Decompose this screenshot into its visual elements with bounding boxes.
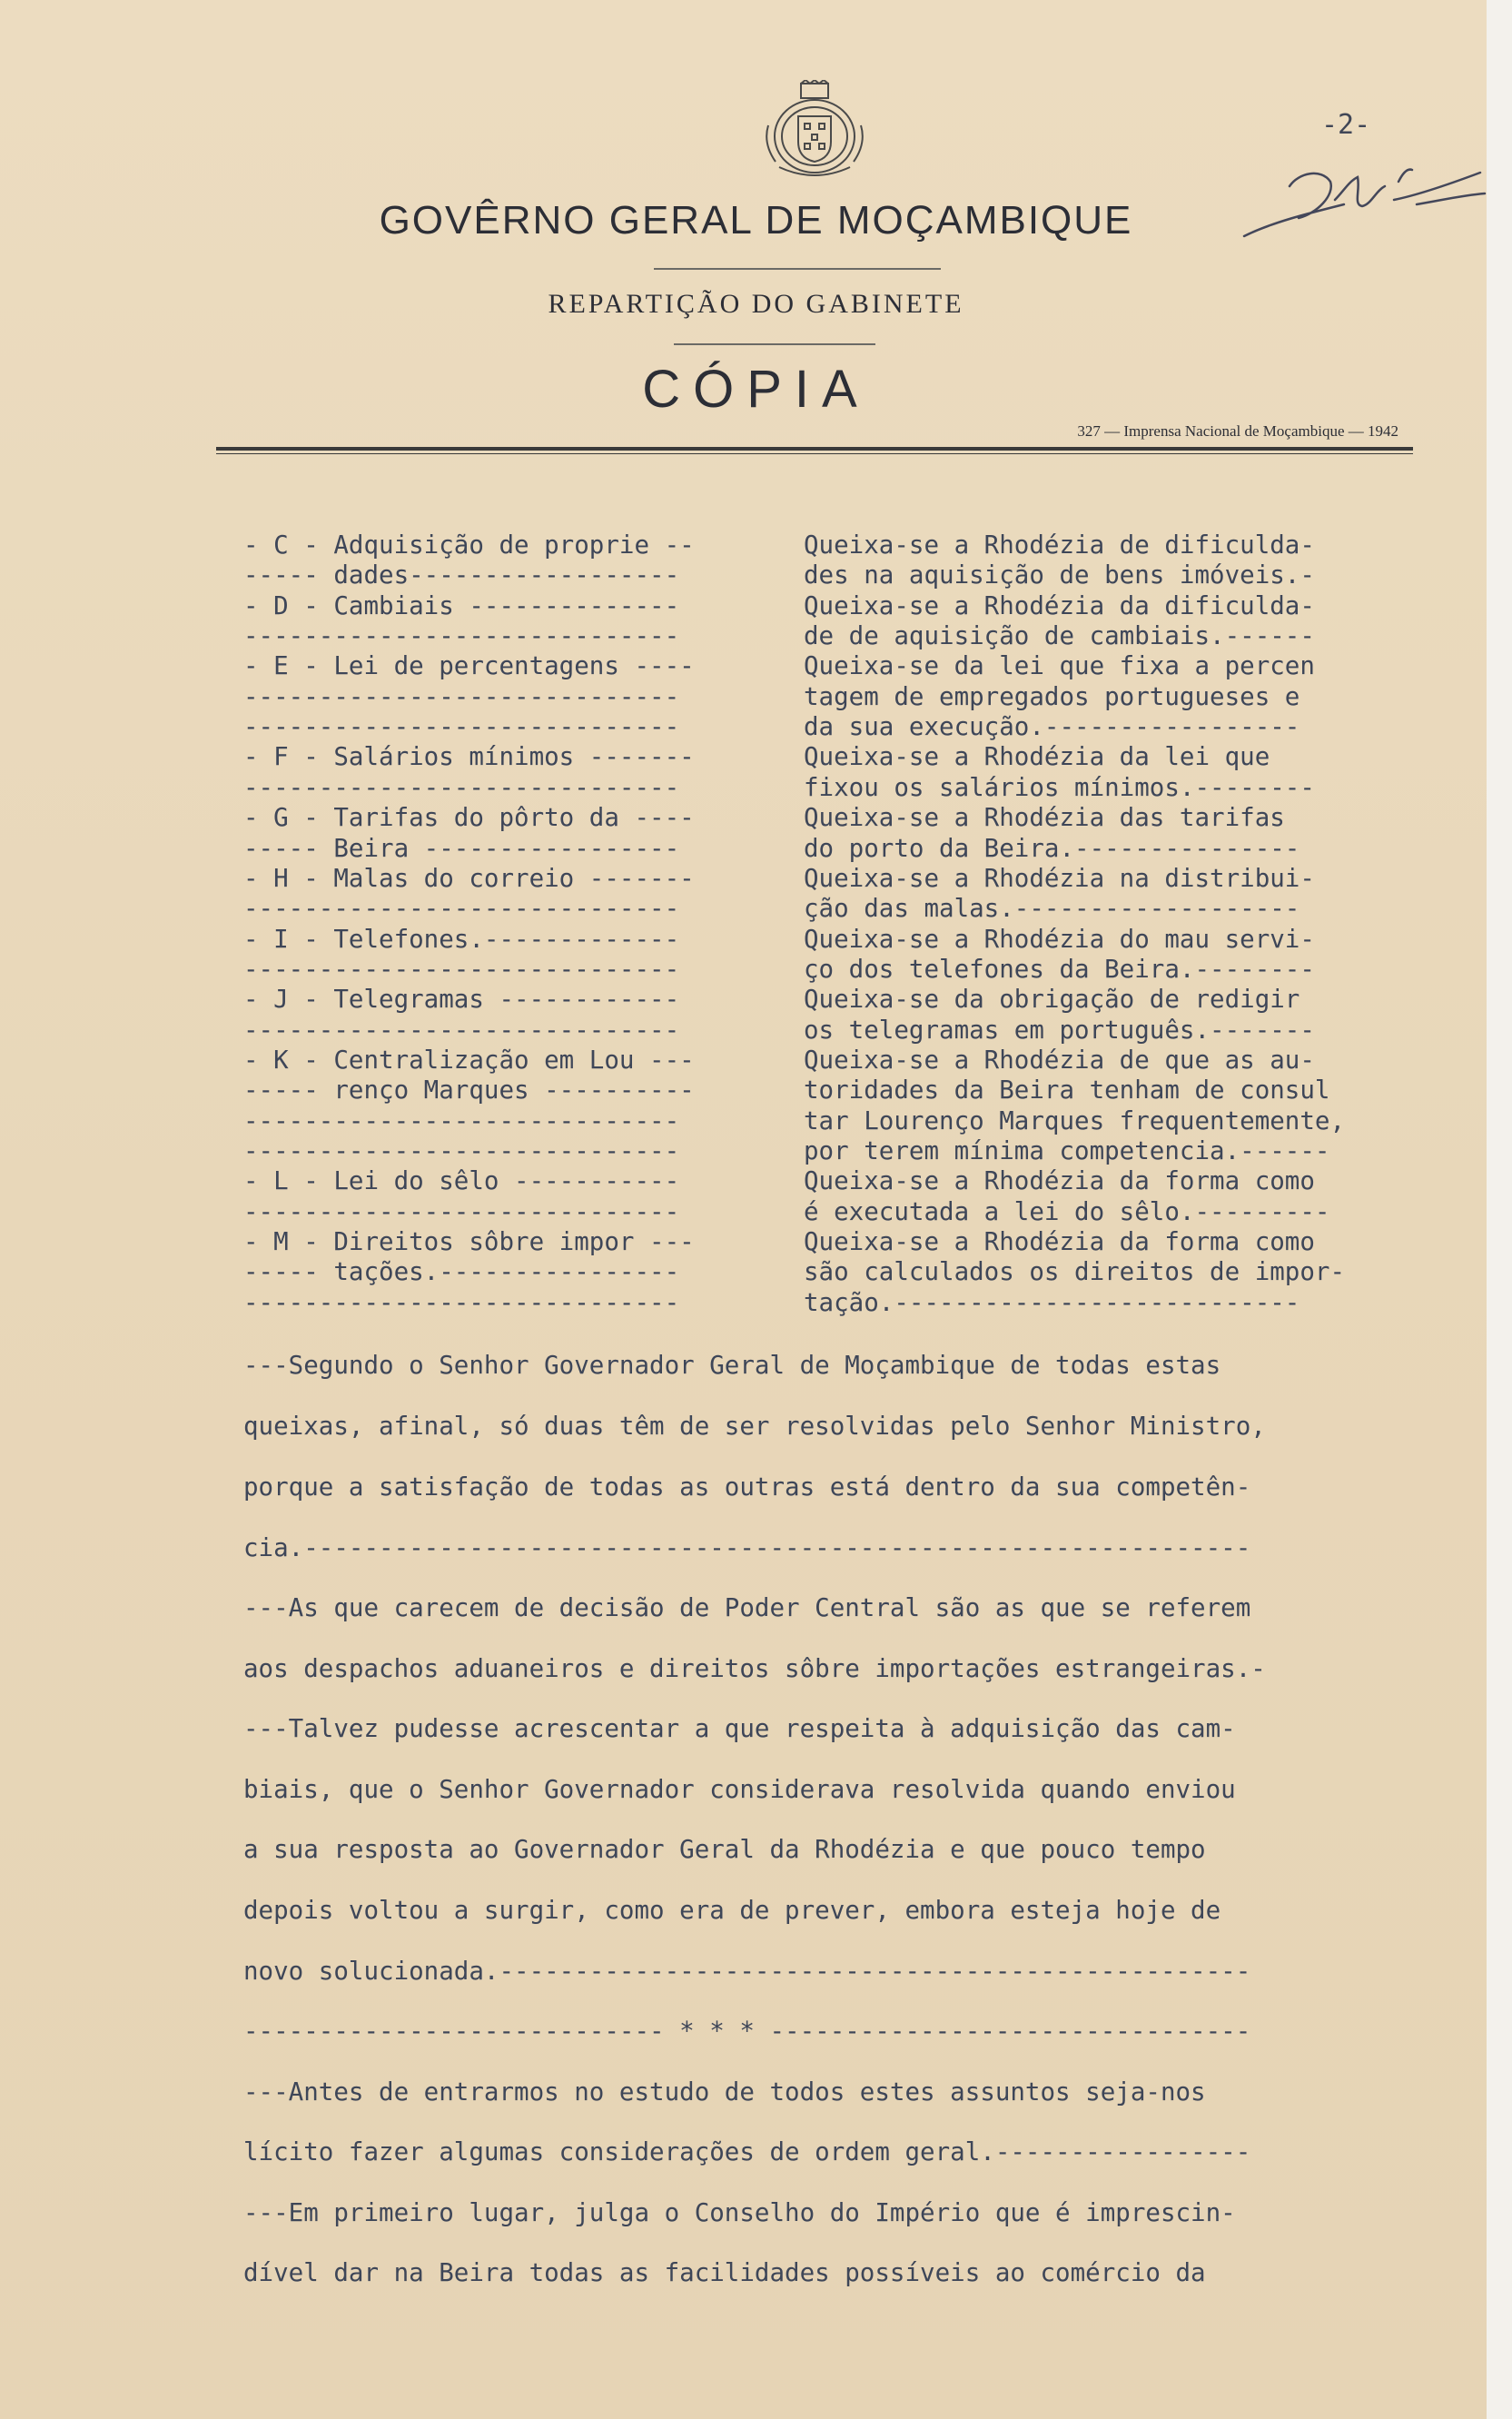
list-left-line: ----------------------------- xyxy=(243,772,680,802)
list-right-line: Queixa-se a Rhodézia de dificulda- xyxy=(804,530,1315,560)
list-right-line: do porto da Beira.--------------- xyxy=(804,833,1300,863)
body-line: ---Segundo o Senhor Governador Geral de Moçambique de todas estas xyxy=(243,1351,1221,1380)
list-right-line: tação.--------------------------- xyxy=(804,1287,1300,1317)
list-right-line: Queixa-se da obrigação de redigir xyxy=(804,985,1300,1015)
list-right-line: des na aquisição de bens imóveis.- xyxy=(804,560,1315,590)
list-right-line: Queixa-se a Rhodézia da forma como xyxy=(804,1227,1315,1257)
list-left-line: - G - Tarifas do pôrto da ---- xyxy=(243,803,695,833)
printer-imprint: 327 — Imprensa Nacional de Moçambique — 1942 xyxy=(1077,422,1398,440)
list-right-line: ço dos telefones da Beira.-------- xyxy=(804,954,1315,984)
list-left-line: ----------------------------- xyxy=(243,954,680,984)
list-right-line: é executada a lei do sêlo.--------- xyxy=(804,1196,1330,1226)
body-line: queixas, afinal, só duas têm de ser resolvidas pelo Senhor Ministro, xyxy=(243,1412,1266,1441)
body-line: a sua resposta ao Governador Geral da Rhodézia e que pouco tempo xyxy=(243,1835,1206,1864)
list-left-line: ----------------------------- xyxy=(243,1136,680,1165)
list-left-line: ----- tações.---------------- xyxy=(243,1257,680,1287)
list-left-line: ----- Beira ----------------- xyxy=(243,833,680,863)
department-rule xyxy=(674,343,875,345)
list-left-line: - J - Telegramas ------------ xyxy=(243,985,680,1015)
list-right-line: Queixa-se da lei que fixa a percen xyxy=(804,651,1315,681)
list-left-line: - L - Lei do sêlo ----------- xyxy=(243,1166,680,1196)
list-left-line: - H - Malas do correio ------- xyxy=(243,863,695,893)
list-right-line: tagem de empregados portugueses e xyxy=(804,681,1300,711)
list-left-line: ----------------------------- xyxy=(243,1105,680,1135)
list-right-line: ção das malas.------------------- xyxy=(804,894,1300,924)
list-left-line: ----------------------------- xyxy=(243,681,680,711)
body-line: ---As que carecem de decisão de Poder Central são as que se referem xyxy=(243,1593,1251,1622)
list-left-line: - C - Adquisição de proprie -- xyxy=(243,530,695,560)
body-line: dível dar na Beira todas as facilidades possíveis ao comércio da xyxy=(243,2258,1206,2287)
list-left-line: - K - Centralização em Lou --- xyxy=(243,1045,695,1075)
list-left-line: - I - Telefones.------------- xyxy=(243,924,680,954)
body-line: biais, que o Senhor Governador considerava resolvida quando enviou xyxy=(243,1775,1236,1804)
list-right-line: da sua execução.----------------- xyxy=(804,712,1300,742)
body-line: ---Em primeiro lugar, julga o Conselho do Império que é imprescin- xyxy=(243,2198,1236,2227)
body-line: novo solucionada.-------------------------------------------------- xyxy=(243,1957,1251,1986)
list-left-line: ----------------------------- xyxy=(243,712,680,742)
page-number: -2- xyxy=(1321,109,1371,141)
list-left-line: ----------------------------- xyxy=(243,1196,680,1226)
list-left-line: ----------------------------- xyxy=(243,894,680,924)
list-left-line: ----- renço Marques ---------- xyxy=(243,1076,695,1105)
header-rule-thin xyxy=(216,453,1413,454)
list-right-line: são calculados os direitos de impor- xyxy=(804,1257,1346,1287)
list-right-line: Queixa-se a Rhodézia das tarifas xyxy=(804,803,1285,833)
body-line: aos despachos aduaneiros e direitos sôbre importações estrangeiras.- xyxy=(243,1654,1266,1683)
list-right-line: Queixa-se a Rhodézia de que as au- xyxy=(804,1045,1315,1075)
list-left-line: - M - Direitos sôbre impor --- xyxy=(243,1227,695,1257)
body-line: ---Antes de entrarmos no estudo de todos estes assuntos seja-nos xyxy=(243,2077,1206,2107)
list-right-line: os telegramas em português.------- xyxy=(804,1015,1315,1045)
list-left-line: ----------------------------- xyxy=(243,621,680,651)
list-left-line: - E - Lei de percentagens ---- xyxy=(243,651,695,681)
list-right-line: Queixa-se a Rhodézia da lei que xyxy=(804,742,1270,772)
body-line: lícito fazer algumas considerações de ordem geral.----------------- xyxy=(243,2137,1251,2166)
list-right-line: fixou os salários mínimos.-------- xyxy=(804,772,1315,802)
body-line: cia.--------------------------------------------------------------- xyxy=(243,1533,1251,1562)
list-right-line: toridades da Beira tenham de consul xyxy=(804,1076,1330,1105)
list-right-line: Queixa-se a Rhodézia do mau servi- xyxy=(804,924,1315,954)
header-rule-thick xyxy=(216,447,1413,451)
list-left-line: - D - Cambiais -------------- xyxy=(243,590,680,620)
body-line: porque a satisfação de todas as outras está dentro da sua competên- xyxy=(243,1472,1251,1502)
list-left-line: ----- dades------------------ xyxy=(243,560,680,590)
government-heading: GOVÊRNO GERAL DE MOÇAMBIQUE xyxy=(379,198,1133,243)
list-left-line: ----------------------------- xyxy=(243,1287,680,1317)
list-right-line: Queixa-se a Rhodézia da dificulda- xyxy=(804,590,1315,620)
body-line: ---Talvez pudesse acrescentar a que respeita à adquisição das cam- xyxy=(243,1714,1236,1743)
body-line: ---------------------------- * * * -------------------------------- xyxy=(243,2017,1251,2046)
list-left-line: ----------------------------- xyxy=(243,1015,680,1045)
department-heading: REPARTIÇÃO DO GABINETE xyxy=(548,289,964,319)
heading-rule xyxy=(654,268,941,270)
list-right-line: tar Lourenço Marques frequentemente, xyxy=(804,1105,1346,1135)
list-left-line: - F - Salários mínimos ------- xyxy=(243,742,695,772)
coat-of-arms-icon xyxy=(761,80,868,182)
list-right-line: por terem mínima competencia.------ xyxy=(804,1136,1330,1165)
list-right-line: de de aquisição de cambiais.------ xyxy=(804,621,1315,651)
list-right-line: Queixa-se a Rhodézia da forma como xyxy=(804,1166,1315,1196)
document-type: CÓPIA xyxy=(642,360,870,419)
body-line: depois voltou a surgir, como era de prever, embora esteja hoje de xyxy=(243,1896,1221,1925)
list-right-line: Queixa-se a Rhodézia na distribui- xyxy=(804,863,1315,893)
